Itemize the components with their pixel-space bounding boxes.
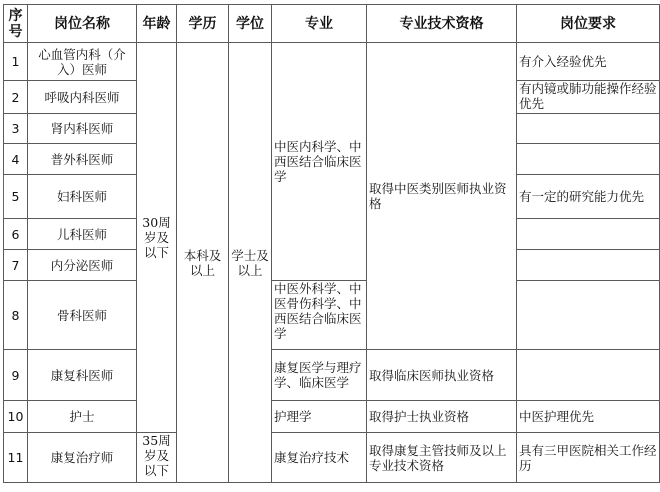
table-row: [4, 43, 660, 81]
row-seq: 4: [4, 144, 28, 175]
row-requirement: 中医护理优先: [517, 401, 660, 433]
row-requirement: [517, 350, 660, 401]
table-row: [4, 433, 660, 483]
qualification-nursing: 取得护士执业资格: [367, 401, 517, 433]
row-requirement: [517, 250, 660, 281]
header-position: 岗位名称: [28, 5, 137, 43]
qualification-therapy: 取得康复主管技师及以上专业技术资格: [367, 433, 517, 483]
row-seq: 3: [4, 114, 28, 144]
age-group-2: 35周岁及以下: [137, 433, 177, 483]
table-row: [4, 350, 660, 401]
qualification-group-1: 取得中医类别医师执业资格: [367, 43, 517, 350]
row-requirement: [517, 144, 660, 175]
row-requirement: 有介入经验优先: [517, 43, 660, 81]
major-therapy: 康复治疗技术: [272, 433, 367, 483]
qualification-rehab: 取得临床医师执业资格: [367, 350, 517, 401]
row-seq: 2: [4, 81, 28, 114]
major-rehab: 康复医学与理疗学、临床医学: [272, 350, 367, 401]
row-requirement: [517, 114, 660, 144]
header-major: 专业: [272, 5, 367, 43]
header-degree: 学位: [229, 5, 272, 43]
row-requirement: [517, 281, 660, 350]
header-age: 年龄: [137, 5, 177, 43]
header-requirement: 岗位要求: [517, 5, 660, 43]
row-seq: 1: [4, 43, 28, 81]
row-position: 康复治疗师: [28, 433, 137, 483]
major-group-1: 中医内科学、中西医结合临床医学: [272, 43, 367, 281]
row-position: 康复科医师: [28, 350, 137, 401]
row-seq: 10: [4, 401, 28, 433]
row-requirement: [517, 219, 660, 250]
row-seq: 11: [4, 433, 28, 483]
row-seq: 5: [4, 175, 28, 219]
row-position: 呼吸内科医师: [28, 81, 137, 114]
header-qualification: 专业技术资格: [367, 5, 517, 43]
row-position: 肾内科医师: [28, 114, 137, 144]
row-position: 骨科医师: [28, 281, 137, 350]
major-group-2: 中医外科学、中医骨伤科学、中西医结合临床医学: [272, 281, 367, 350]
degree-merged: 学士及以上: [229, 43, 272, 483]
major-nursing: 护理学: [272, 401, 367, 433]
row-seq: 7: [4, 250, 28, 281]
table-row: [4, 401, 660, 433]
header-row: [4, 5, 660, 43]
age-group-1: 30周岁及以下: [137, 43, 177, 433]
row-position: 妇科医师: [28, 175, 137, 219]
row-seq: 9: [4, 350, 28, 401]
recruitment-table: [3, 4, 660, 483]
row-position: 内分泌医师: [28, 250, 137, 281]
education-merged: 本科及以上: [177, 43, 229, 483]
row-seq: 8: [4, 281, 28, 350]
row-position: 心血管内科（介入）医师: [28, 43, 137, 81]
row-requirement: 有一定的研究能力优先: [517, 175, 660, 219]
row-position: 儿科医师: [28, 219, 137, 250]
row-requirement: 具有三甲医院相关工作经历: [517, 433, 660, 483]
row-requirement: 有内镜或肺功能操作经验优先: [517, 81, 660, 114]
header-seq: 序号: [4, 5, 28, 43]
row-position: 普外科医师: [28, 144, 137, 175]
table-row: [4, 281, 660, 350]
row-position: 护士: [28, 401, 137, 433]
header-education: 学历: [177, 5, 229, 43]
row-seq: 6: [4, 219, 28, 250]
